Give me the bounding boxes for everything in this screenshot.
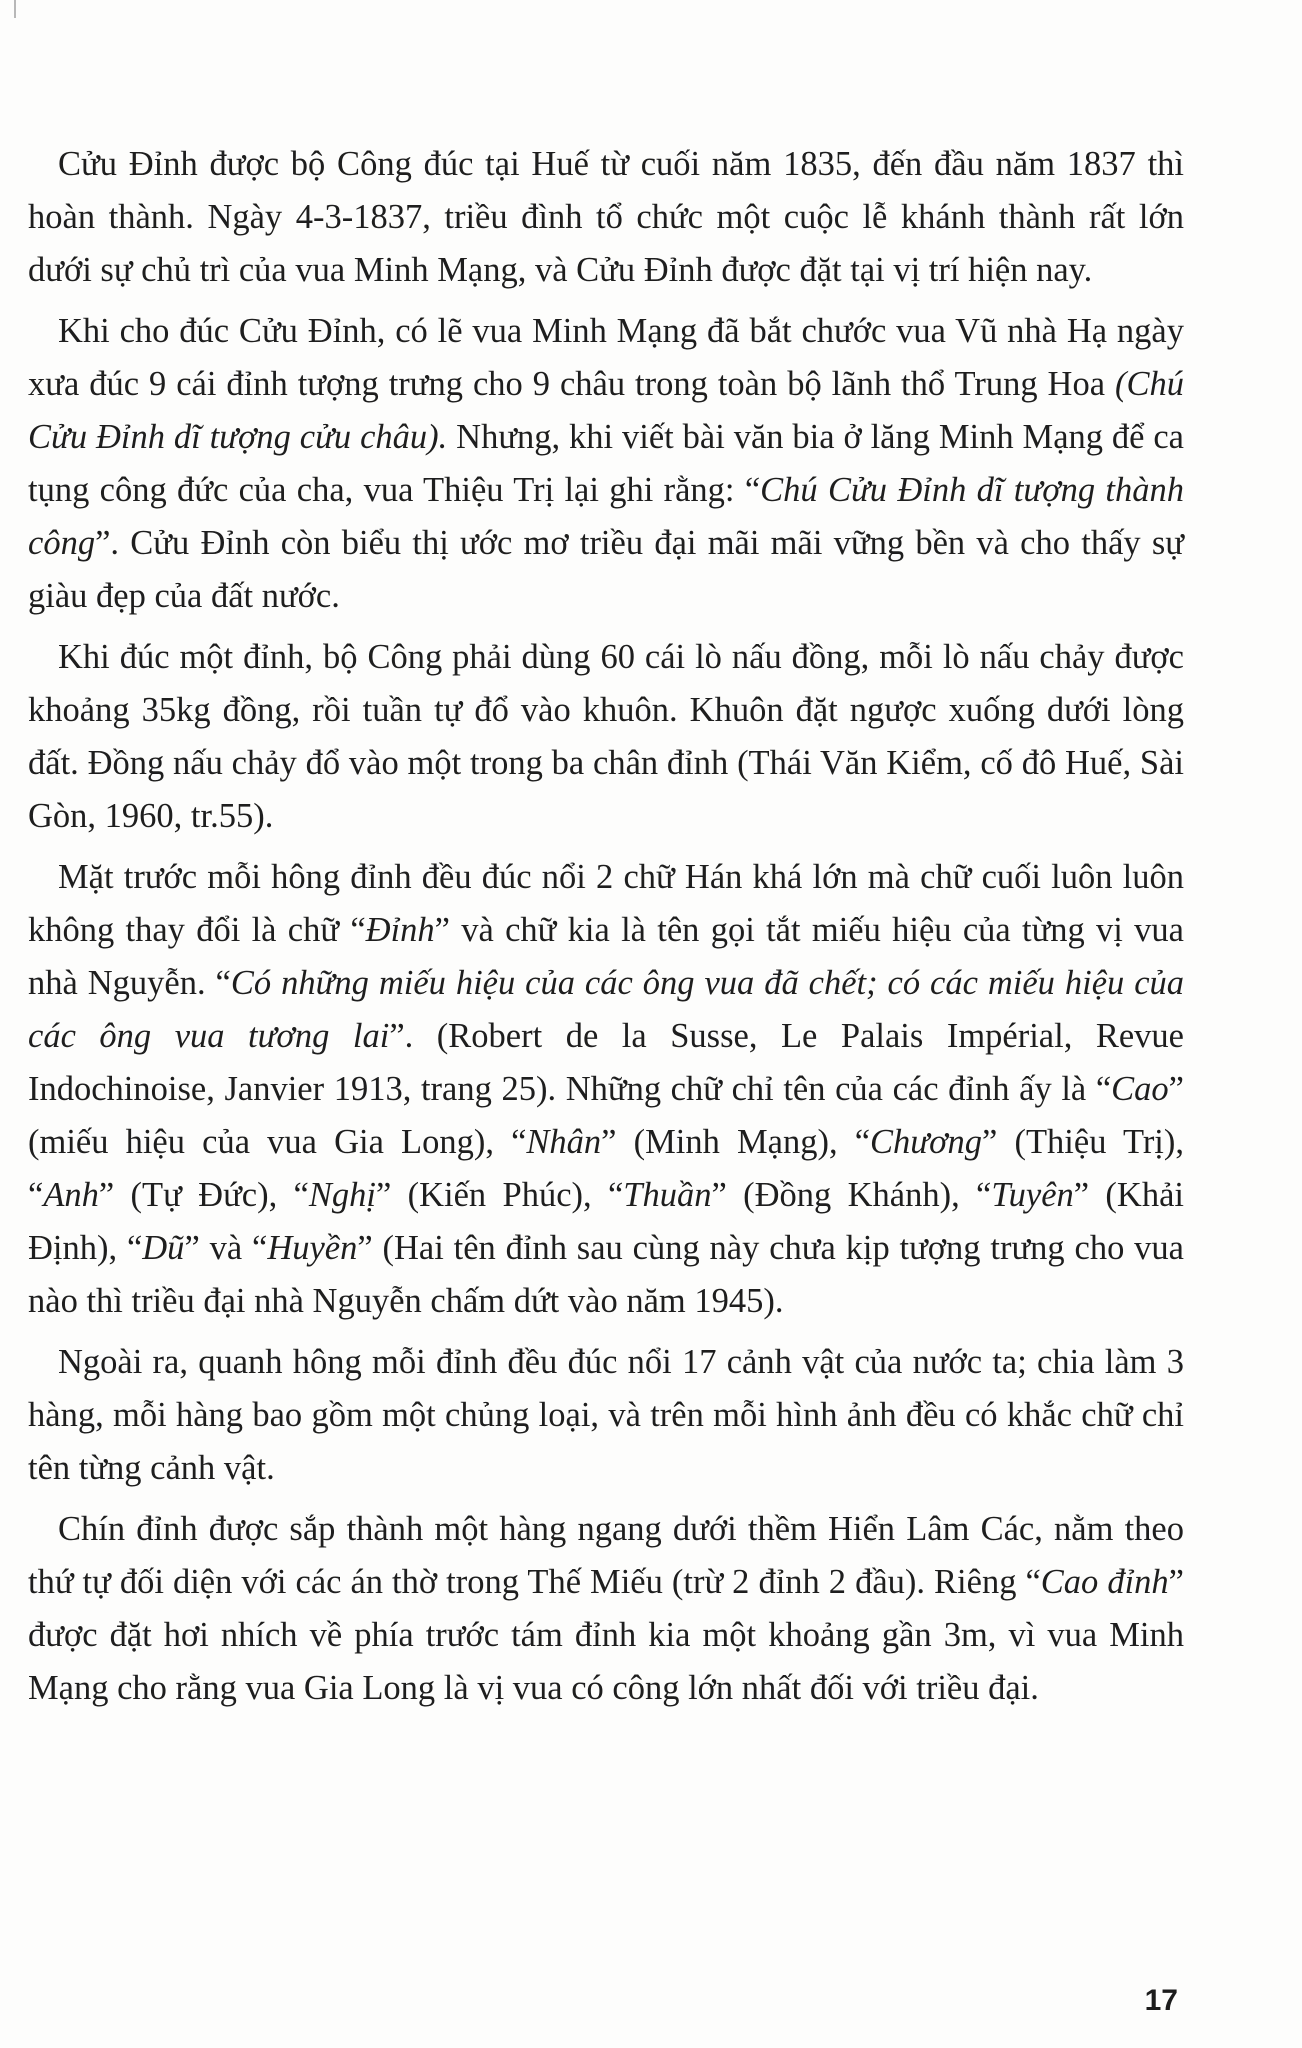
paragraph bbox=[28, 1336, 1184, 1495]
text-segment: ”. Cửu Đỉnh còn biểu thị ước mơ triều đại mãi mãi vững bền và cho thấy sự giàu đẹp của đất nước. bbox=[28, 524, 1184, 615]
text-segment: ” (Thiệu Trị), “ bbox=[28, 1123, 1185, 1214]
page-number: 17 bbox=[1144, 1984, 1178, 2017]
italic-text-segment: Nghị bbox=[308, 1176, 376, 1214]
italic-text-segment: Chương bbox=[870, 1123, 983, 1161]
text-segment: Khi cho đúc Cửu Đỉnh, có lẽ vua Minh Mạng đã bắt chước vua Vũ nhà Hạ ngày xưa đúc 9 cái đỉnh tượng trưng cho 9 châu trong toàn bộ lãnh thổ Trung Hoa bbox=[28, 312, 1184, 403]
italic-text-segment: Chú Cửu Đỉnh dĩ tượng thành công bbox=[28, 471, 1184, 562]
text-segment: ” được đặt hơi nhích về phía trước tám đỉnh kia một khoảng gần 3m, vì vua Minh Mạng cho rằng vua Gia Long là vị vua có công lớn nhất đối với triều đại. bbox=[28, 1563, 1184, 1707]
text-segment: ” (Khải Định), “ bbox=[28, 1176, 1184, 1267]
italic-text-segment: Nhân bbox=[526, 1123, 602, 1161]
text-segment: Nhưng, khi viết bài văn bia ở lăng Minh Mạng để ca tụng công đức của cha, vua Thiệu Trị lại ghi rằng: “ bbox=[28, 418, 1184, 509]
paragraph bbox=[28, 631, 1184, 843]
page-edge-mark bbox=[14, 0, 16, 18]
text-segment: Ngoài ra, quanh hông mỗi đỉnh đều đúc nổi 17 cảnh vật của nước ta; chia làm 3 hàng, mỗi hàng bao gồm một chủng loại, và trên mỗi hình ảnh đều có khắc chữ chỉ tên từng cảnh vật. bbox=[28, 1343, 1184, 1487]
paragraph bbox=[28, 138, 1184, 297]
italic-text-segment: Cao bbox=[1111, 1070, 1169, 1108]
text-segment: Cửu Đỉnh được bộ Công đúc tại Huế từ cuối năm 1835, đến đầu năm 1837 thì hoàn thành. Ngày 4-3-1837, triều đình tổ chức một cuộc lễ khánh thành rất lớn dưới sự chủ trì của vua Minh Mạng, và Cửu Đỉnh được đặt tại vị trí hiện nay. bbox=[28, 145, 1184, 289]
text-segment: ” (Hai tên đỉnh sau cùng này chưa kịp tượng trưng cho vua nào thì triều đại nhà Nguyễn chấm dứt vào năm 1945). bbox=[28, 1229, 1184, 1320]
text-segment: ” (Kiến Phúc), “ bbox=[375, 1176, 624, 1214]
text-segment: Khi đúc một đỉnh, bộ Công phải dùng 60 cái lò nấu đồng, mỗi lò nấu chảy được khoảng 35kg đồng, rồi tuần tự đổ vào khuôn. Khuôn đặt ngược xuống dưới lòng đất. Đồng nấu chảy đổ vào một trong ba chân đỉnh (Thái Văn Kiểm, cố đô Huế, Sài Gòn, 1960, tr.55). bbox=[28, 638, 1184, 835]
paragraph bbox=[28, 851, 1184, 1328]
text-segment: ” và chữ kia là tên gọi tắt miếu hiệu của từng vị vua nhà Nguyễn. “ bbox=[28, 911, 1184, 1002]
text-segment: ” (Đồng Khánh), “ bbox=[711, 1176, 992, 1214]
italic-text-segment: Huyền bbox=[267, 1229, 358, 1267]
italic-text-segment: Cao đỉnh bbox=[1040, 1563, 1169, 1601]
paragraph bbox=[28, 1503, 1184, 1715]
text-segment: Mặt trước mỗi hông đỉnh đều đúc nổi 2 chữ Hán khá lớn mà chữ cuối luôn luôn không thay đổi là chữ “ bbox=[28, 858, 1184, 949]
text-segment: ” (Minh Mạng), “ bbox=[601, 1123, 871, 1161]
italic-text-segment: Anh bbox=[43, 1176, 99, 1214]
italic-text-segment: Tuyên bbox=[991, 1176, 1074, 1214]
italic-text-segment: Có những miếu hiệu của các ông vua đã chết; có các miếu hiệu của các ông vua tương lai bbox=[28, 964, 1185, 1055]
paragraph bbox=[28, 305, 1184, 623]
italic-text-segment: Đỉnh bbox=[365, 911, 435, 949]
italic-text-segment: Dũ bbox=[142, 1229, 185, 1267]
text-segment: ”. (Robert de la Susse, Le Palais Impérial, Revue Indochinoise, Janvier 1913, trang 25). Những chữ chỉ tên của các đỉnh ấy là “ bbox=[28, 1017, 1184, 1108]
text-segment: ” (miếu hiệu của vua Gia Long), “ bbox=[28, 1070, 1184, 1161]
text-segment: ” và “ bbox=[184, 1229, 268, 1267]
text-segment: Chín đỉnh được sắp thành một hàng ngang dưới thềm Hiển Lâm Các, nằm theo thứ tự đối diện với các án thờ trong Thế Miếu (trừ 2 đỉnh 2 đầu). Riêng “ bbox=[28, 1510, 1184, 1601]
italic-text-segment: (Chú Cửu Đỉnh dĩ tượng cửu châu). bbox=[28, 365, 1184, 456]
body-text bbox=[28, 138, 1184, 1723]
italic-text-segment: Thuần bbox=[623, 1176, 712, 1214]
text-segment: ” (Tự Đức), “ bbox=[98, 1176, 309, 1214]
